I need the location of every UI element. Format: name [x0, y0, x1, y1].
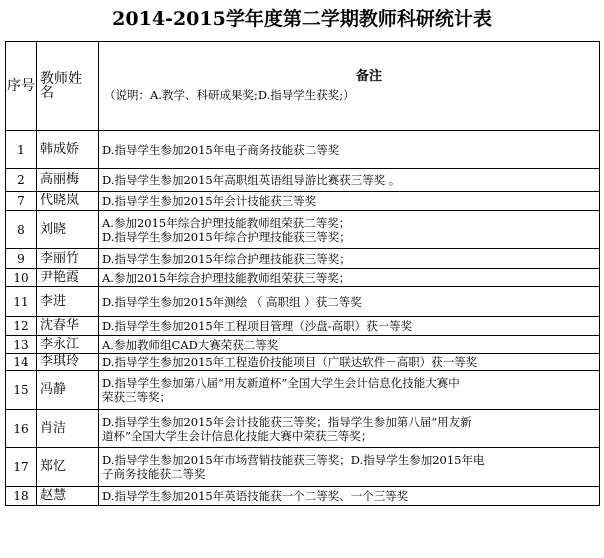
remark-line: 道杯”全国大学生会计信息化技能大赛中荣获三等奖；: [102, 428, 373, 443]
table-row: [6, 410, 600, 448]
row-index: 14: [6, 354, 37, 371]
table-row: [6, 287, 600, 317]
teacher-name: 尹艳霞: [37, 269, 99, 287]
remark-cell: [99, 487, 600, 506]
remark-line: A.参加2015年综合护理技能教师组荣获二等奖；: [102, 215, 351, 230]
header-note-title: 备注: [355, 69, 382, 84]
table-row: [6, 192, 600, 211]
remark-line: A.参加教师组CAD大赛荣获二等奖: [102, 337, 279, 352]
teacher-name: 李进: [37, 287, 99, 317]
remark-cell: [99, 131, 600, 169]
remark-line: D.指导学生参加2015年工程项目管理（沙盘-高职）获一等奖: [102, 319, 413, 333]
row-index: 1: [6, 131, 37, 169]
teacher-name: 冯静: [37, 371, 99, 410]
table-row: [6, 336, 600, 354]
header-teacher-name: 教师姓名: [37, 42, 99, 131]
header-index: 序号: [6, 42, 37, 131]
header-note-explanation: （说明：A.教学、科研成果奖;D.指导学生获奖;）: [104, 88, 355, 102]
table-row: [6, 487, 600, 506]
teacher-name: 高丽梅: [37, 169, 99, 192]
row-index: 11: [6, 287, 37, 317]
remark-cell: [99, 211, 600, 249]
table-row: [6, 448, 600, 487]
remark-cell: [99, 249, 600, 269]
remark-cell: [99, 410, 600, 448]
remark-cell: [99, 336, 600, 354]
teacher-name: 沈春华: [37, 317, 99, 336]
remark-line: D.指导学生参加2015年工程造价技能项目（广联达软件－高职）获一等奖: [102, 355, 478, 369]
remark-line: A.参加2015年综合护理技能教师组荣获三等奖；: [102, 270, 351, 285]
teacher-name: 刘晓: [37, 211, 99, 249]
teacher-name: 李丽竹: [37, 249, 99, 269]
row-index: 8: [6, 211, 37, 249]
remark-line: 荣获三等奖；: [102, 390, 171, 404]
table-row: [6, 269, 600, 287]
row-index: 9: [6, 249, 37, 269]
remark-cell: [99, 269, 600, 287]
remark-line: D.指导学生参加2015年市场营销技能获三等奖；D.指导学生参加2015年电: [102, 453, 485, 467]
remark-line: D.指导学生参加2015年综合护理技能获三等奖；: [102, 251, 351, 266]
table-row: [6, 131, 600, 169]
row-index: 12: [6, 317, 37, 336]
remark-cell: [99, 354, 600, 371]
table-row: [6, 169, 600, 192]
row-index: 15: [6, 371, 37, 410]
teacher-research-table: [5, 41, 600, 506]
row-index: 17: [6, 448, 37, 487]
row-index: 16: [6, 410, 37, 448]
teacher-name: 李永江: [37, 336, 99, 354]
row-index: 13: [6, 336, 37, 354]
remark-line: D.指导学生参加2015年会计技能获三等奖: [102, 194, 317, 208]
teacher-name: 代晓岚: [37, 192, 99, 211]
remark-line: D.指导学生参加2015年英语技能获一个二等奖、一个三等奖: [102, 489, 409, 503]
remark-cell: [99, 287, 600, 317]
remark-cell: [99, 448, 600, 487]
table-row: [6, 211, 600, 249]
remark-cell: [99, 169, 600, 192]
teacher-name: 郑忆: [37, 448, 99, 487]
row-index: 2: [6, 169, 37, 192]
teacher-name: 肖洁: [37, 410, 99, 448]
table-row: [6, 371, 600, 410]
header-note: [99, 42, 600, 131]
remark-cell: [99, 192, 600, 211]
teacher-name: 李琪玲: [37, 354, 99, 371]
teacher-name: 赵慧: [37, 487, 99, 506]
remark-line: D.指导学生参加2015年会计技能获三等奖；指导学生参加第八届“用友新: [102, 414, 472, 429]
remark-cell: [99, 371, 600, 410]
row-index: 18: [6, 487, 37, 506]
table-row: [6, 354, 600, 371]
remark-line: 子商务技能获二等奖: [102, 467, 206, 481]
remark-line: D.指导学生参加2015年测绘 （ 高职组 ）获二等奖: [102, 294, 362, 309]
table-row: [6, 317, 600, 336]
remark-line: D.指导学生参加第八届“用友新道杯”全国大学生会计信息化技能大赛中: [102, 376, 460, 390]
table-header-row: [6, 42, 600, 131]
remark-cell: [99, 317, 600, 336]
row-index: 7: [6, 192, 37, 211]
page-title: 2014-2015学年度第二学期教师科研统计表: [112, 8, 492, 30]
teacher-name: 韩成娇: [37, 131, 99, 169]
remark-line: D.指导学生参加2015年高职组英语组导游比赛获三等奖 。: [102, 173, 401, 187]
row-index: 10: [6, 269, 37, 287]
remark-line: D.指导学生参加2015年综合护理技能获三等奖；: [102, 229, 351, 244]
remark-line: D.指导学生参加2015年电子商务技能获二等奖: [102, 142, 340, 157]
table-row: [6, 249, 600, 269]
